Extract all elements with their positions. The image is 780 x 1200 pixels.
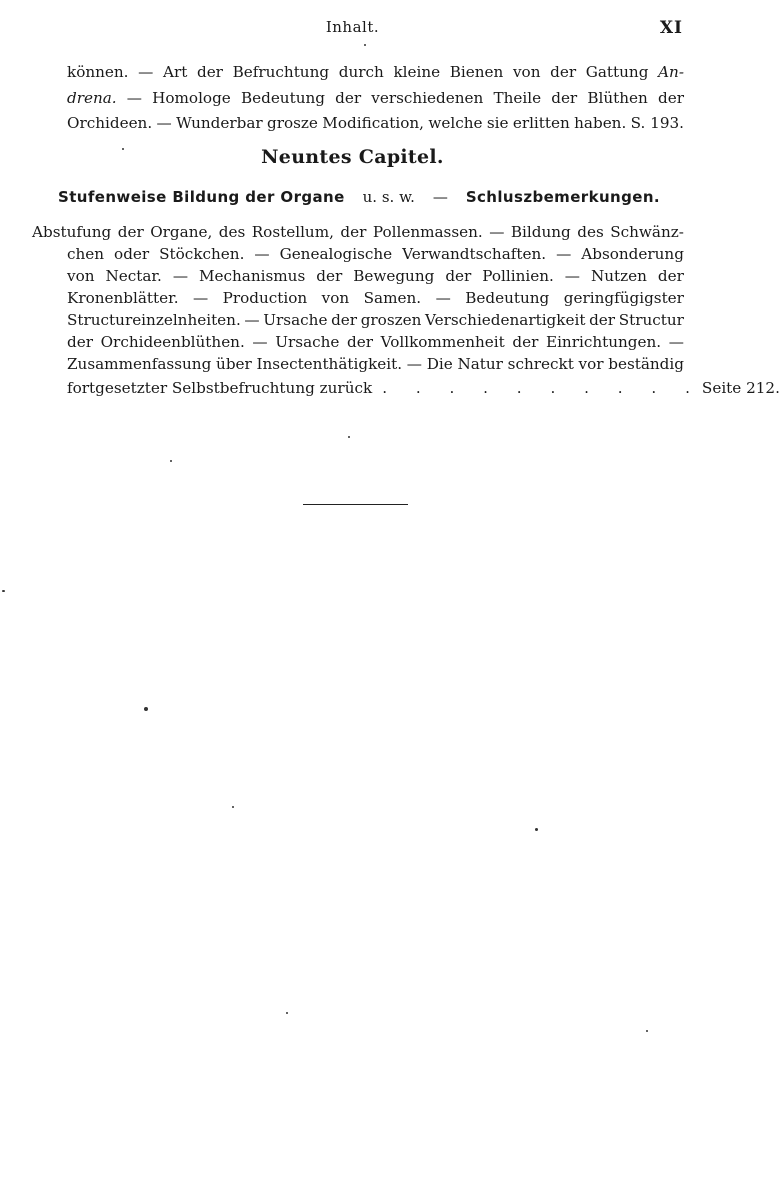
scan-speck bbox=[348, 436, 350, 438]
entry-last-line-text: fortgesetzter Selbstbefruchtung zurück bbox=[67, 379, 373, 397]
summary-line: können. — Art der Befruchtung durch kleine Bienen von der Gattung An- bbox=[67, 63, 684, 81]
entry-line: Zusammenfassung über Insectenthätigkeit. — Die Natur schreckt vor beständig bbox=[67, 355, 684, 373]
entry-line: Kronenblätter. — Production von Samen. — Bedeutung geringfügigster bbox=[67, 289, 684, 307]
entry-line: chen oder Stöckchen. — Genealogische Verwandtschaften. — Absonderung bbox=[67, 245, 684, 263]
dot-leader: . . . . . . . . . . bbox=[382, 379, 702, 397]
subtitle-bold-part: Stufenweise Bildung der Organe bbox=[58, 188, 345, 206]
entry-line: von Nectar. — Mechanismus der Bewegung der Pollinien. — Nutzen der bbox=[67, 267, 684, 285]
summary-line: drena. — Homologe Bedeutung der verschiedenen Theile der Blüthen der bbox=[67, 89, 684, 107]
scan-speck bbox=[2, 590, 5, 592]
scan-speck bbox=[122, 148, 124, 150]
subtitle-dash: — bbox=[432, 188, 448, 206]
chapter-title: Neuntes Capitel. bbox=[261, 146, 444, 168]
page-number: XI bbox=[659, 18, 683, 38]
scan-speck bbox=[535, 828, 538, 831]
scan-speck bbox=[364, 44, 366, 46]
section-end-rule bbox=[303, 504, 408, 505]
subtitle-bold-part-2: Schluszbemerkungen. bbox=[465, 188, 660, 206]
running-head bbox=[0, 18, 705, 42]
running-title: Inhalt. bbox=[325, 18, 380, 36]
summary-line: Orchideen. — Wunderbar grosze Modification, welche sie erlitten haben. S. 193. bbox=[67, 114, 684, 132]
scan-speck bbox=[286, 1012, 288, 1014]
entry-line: Structureinzelnheiten. — Ursache der groszen Verschiedenartigkeit der Structur bbox=[67, 311, 684, 329]
subtitle-abbrev: u. s. w. bbox=[362, 188, 415, 206]
scan-speck bbox=[646, 1030, 648, 1032]
page-reference: Seite 212. bbox=[701, 379, 780, 397]
scan-speck bbox=[170, 460, 172, 462]
scan-speck bbox=[144, 707, 148, 711]
entry-line: der Orchideenblüthen. — Ursache der Vollkommenheit der Einrichtungen. — bbox=[67, 333, 684, 351]
chapter-subtitle bbox=[58, 188, 660, 206]
entry-line: Abstufung der Organe, des Rostellum, der Pollenmassen. — Bildung des Schwänz- bbox=[32, 223, 684, 241]
scan-speck bbox=[232, 806, 234, 808]
entry-last-line bbox=[67, 378, 780, 398]
